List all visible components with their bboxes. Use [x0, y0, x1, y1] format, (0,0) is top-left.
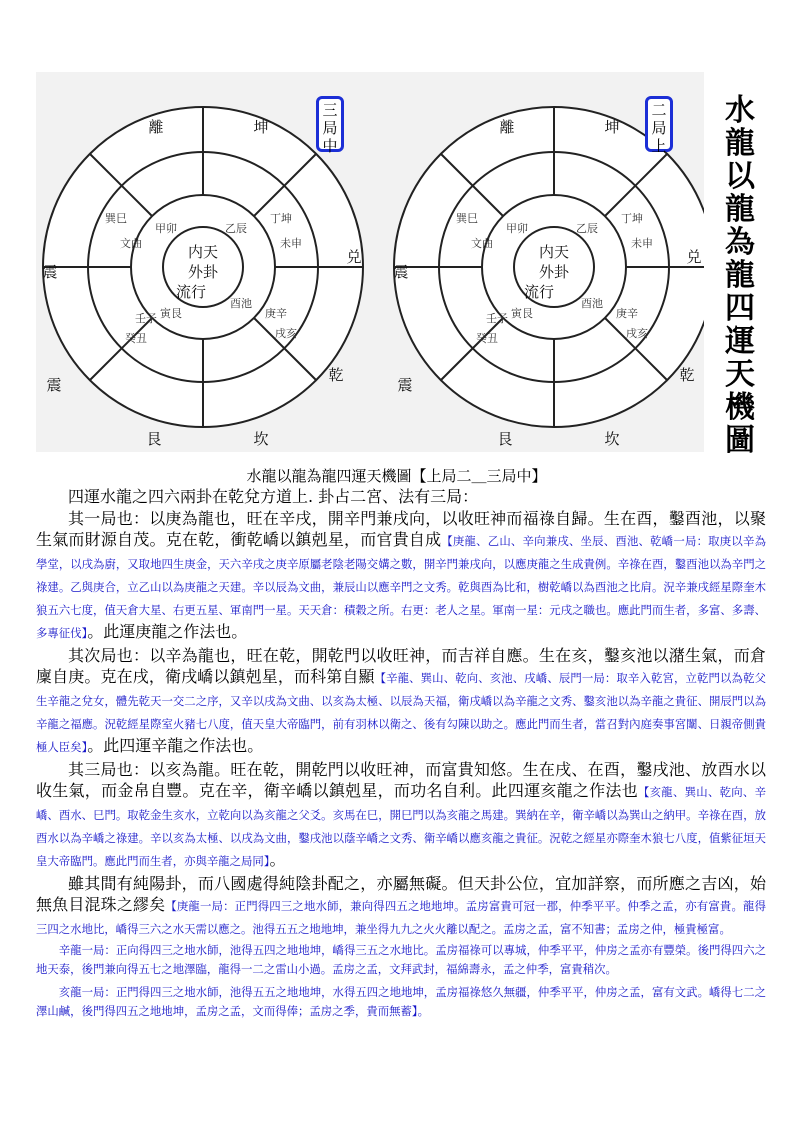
- title-char: 水: [725, 93, 755, 128]
- svg-text:離: 離: [499, 118, 515, 136]
- title-char: 以: [725, 159, 755, 194]
- svg-text:艮: 艮: [146, 430, 162, 448]
- svg-text:文曲: 文曲: [471, 237, 493, 250]
- document-body: [36, 486, 766, 1025]
- right-badge-char-3: 上: [651, 137, 667, 155]
- svg-text:巽巳: 巽巳: [456, 212, 478, 225]
- title-char: 龍: [725, 126, 755, 161]
- annotation-note: 【庚龍一局：正門得四三之地水師，兼向得四五之地地坤。孟房富貴可冠一郡，仲季平平。仲季之孟，亦有富貴。龍得三四之水地比，嶠得三六之水天需以應之。池得五五之地地坤，兼坐得九九之火火離以配之。孟房之孟，富不知書；孟房之仲，極貴極富。: [36, 899, 766, 936]
- svg-text:震: 震: [393, 263, 409, 281]
- svg-text:震: 震: [46, 376, 62, 394]
- paragraph-text-end: 。此運庚龍之作法也。: [87, 622, 248, 641]
- svg-text:甲卯: 甲卯: [506, 222, 528, 235]
- svg-text:酉池: 酉池: [581, 297, 603, 310]
- svg-text:庚辛: 庚辛: [616, 307, 638, 320]
- svg-text:丁坤: 丁坤: [621, 212, 643, 225]
- svg-text:丁坤: 丁坤: [270, 212, 292, 225]
- svg-text:乙辰: 乙辰: [225, 222, 247, 235]
- sub-note-text: 辛龍一局：正向得四三之地水師，池得五四之地地坤，嶠得三五之水地比。孟房福祿可以專城，仲季平平，仲房之孟亦有豐榮。後門得四六之地天泰，後門兼向得五七之地澤臨，龍得一二之雷山小過。孟房之孟，文拜武封，福綿壽永，孟之仲季，富貴稍次。: [36, 943, 766, 976]
- title-char: 四: [725, 291, 755, 326]
- figure-caption: 水龍以龍為龍四運天機圖【上局二＿三局中】: [246, 467, 547, 485]
- left-badge-char-3: 中: [322, 137, 338, 155]
- svg-text:壬子: 壬子: [135, 312, 157, 325]
- paragraph-first-method: [36, 508, 766, 644]
- svg-text:離: 離: [148, 118, 164, 136]
- vertical-title: [721, 94, 759, 457]
- paragraph-third-method: [36, 759, 766, 872]
- paragraph-text: 其三局也：以亥為龍。旺在乾，開乾門以收旺神，而富貴知悠。生在戌、在酉，鑿戌池、放酉水以收生氣，而金帛自豐。克在辛，衛辛嶠以鎮剋星，而功名自利。此四運亥龍之作法也: [36, 760, 766, 800]
- title-char: 天: [725, 357, 755, 392]
- svg-text:未申: 未申: [631, 237, 653, 250]
- annotation-note: 【亥龍、巽山、乾向、辛嶠、酉水、巳門。取乾金生亥水，立乾向以為亥龍之父爻。亥馬在巳，開巳門以為亥龍之馬建。巽納在辛，衛辛嶠以為巽山之納甲。辛祿在酉，放酉水以為辛嶠之祿建。辛以亥為太極、以戌為文曲，鑿戌池以蔭辛嶠之文秀、衛辛嶠以應亥龍之貴征。況乾之經星亦際奎木狼七八度，值紫征垣天皇大帝臨門。應此門而生者，亦與辛龍之局同】: [36, 785, 766, 868]
- svg-text:庚辛: 庚辛: [265, 307, 287, 320]
- svg-text:流行: 流行: [523, 283, 555, 301]
- right-compass-diagram: [369, 72, 704, 452]
- svg-text:文曲: 文曲: [120, 237, 142, 250]
- svg-text:巽巳: 巽巳: [105, 212, 127, 225]
- left-badge-char-2: 局: [322, 119, 338, 137]
- sub-note-xin-dragon: [36, 941, 766, 979]
- left-badge-char-1: 三: [322, 101, 338, 119]
- left-phase-badge: [316, 96, 344, 155]
- svg-text:震: 震: [397, 376, 413, 394]
- svg-text:寅艮: 寅艮: [511, 307, 533, 320]
- svg-text:未申: 未申: [280, 237, 302, 250]
- svg-text:内天: 内天: [538, 243, 570, 261]
- sub-note-text: 亥龍一局：正門得四三之地水師，池得五五之地地坤，水得五四之地地坤，孟房福祿悠久無疆，仲季平平，仲房之孟，富有文武。嶠得七二之澤山鹹，後門得四五之地地坤，孟房之孟，文而得俸；孟房之季，貴而無蓄】。: [36, 985, 766, 1018]
- right-phase-badge: [645, 96, 673, 155]
- svg-text:震: 震: [42, 263, 58, 281]
- svg-text:壬子: 壬子: [486, 312, 508, 325]
- svg-text:寅艮: 寅艮: [160, 307, 182, 320]
- svg-text:戌亥: 戌亥: [626, 327, 648, 340]
- svg-text:流行: 流行: [175, 283, 207, 301]
- paragraph-text: 其一局也：以庚為龍也，旺在辛戌，開辛門兼戌向，以收旺神而福祿自歸。生在酉，鑿酉池，以聚生氣而財源自茂。克在乾，衝乾嶠以鎮剋星，而官貴自成: [36, 509, 766, 549]
- title-char: 為: [725, 225, 755, 260]
- paragraph-summary: [36, 873, 766, 940]
- svg-text:兑: 兑: [346, 248, 362, 266]
- svg-text:乾: 乾: [679, 366, 695, 384]
- svg-text:坤: 坤: [253, 118, 269, 136]
- svg-text:戌亥: 戌亥: [275, 327, 297, 340]
- title-char: 圖: [725, 423, 755, 458]
- svg-text:癸丑: 癸丑: [476, 332, 498, 345]
- svg-text:坤: 坤: [604, 118, 620, 136]
- paragraph-text-end: 。此四運辛龍之作法也。: [87, 736, 264, 755]
- title-char: 機: [725, 390, 755, 425]
- paragraph-text: 其次局也：以辛為龍也，旺在乾，開乾門以收旺神，而吉祥自應。生在亥，鑿亥池以潴生氣，而倉廩自庚。克在戌，衛戌嶠以鎮剋星，而科第自顯: [36, 646, 766, 686]
- left-compass-diagram: [36, 72, 371, 452]
- annotation-note: 【辛龍、巽山、乾向、亥池、戌嶠、辰門一局：取辛入乾宮，立乾門以為乾父生辛龍之兌女，體先乾天一交二之序，又辛以戌為文曲、以亥為太極、以辰為天福，衛戌嶠以為辛龍之文秀、鑿亥池以為辛龍之貴征、開辰門以為辛龍之福應。況乾經星際室火豬七八度，值天皇大帝臨門，前有羽林以衛之、後有勾陳以助之。應此門而生者，當召對內庭奏事宮闈、日親帝側貴極人臣矣】: [36, 671, 766, 754]
- sub-note-hai-dragon: [36, 983, 766, 1021]
- title-char: 運: [725, 324, 755, 359]
- paragraph-text: 雖其間有純陽卦，而八國處得純陰卦配之，亦屬無礙。但天卦公位，宜加詳察，而所應之吉凶，始無魚目混珠之繆矣: [36, 874, 766, 914]
- svg-text:乙辰: 乙辰: [576, 222, 598, 235]
- svg-text:外卦: 外卦: [187, 263, 219, 281]
- paragraph-text-end: 。: [269, 850, 286, 869]
- svg-text:外卦: 外卦: [538, 263, 570, 281]
- svg-text:癸丑: 癸丑: [125, 332, 147, 345]
- svg-text:坎: 坎: [604, 430, 620, 448]
- svg-text:乾: 乾: [328, 366, 344, 384]
- right-badge-char-1: 二: [651, 101, 667, 119]
- diagram-figure: [36, 72, 756, 458]
- svg-text:坎: 坎: [253, 430, 269, 448]
- svg-text:甲卯: 甲卯: [155, 222, 177, 235]
- title-char: 龍: [725, 258, 755, 293]
- annotation-note: 【庚龍、乙山、辛向兼戌、坐辰、酉池、乾嶠一局：取庚以辛為學堂，以戌為廚，又取地四生庚金，天六辛戌之庚辛原屬老陰老陽交媾之數，開辛門兼戌向，以應庚龍之生成貴例。辛祿在酉，鑿酉池以為辛門之祿建。乙與庚合，立乙山以為庚龍之天建。辛以辰為文曲，兼辰山以應辛門之文秀。乾與酉為比和，樹乾嶠以為酉池之比肩。況辛兼戌經星際奎木狼五六七度，值天倉大星、右更五星、軍南門一星。天天倉：積穀之所。右更：老人之星。軍南一星：元戌之職也。應此門而生者，多富、多壽、多專征伐】: [36, 534, 766, 640]
- svg-text:酉池: 酉池: [230, 297, 252, 310]
- svg-text:兑: 兑: [686, 248, 702, 266]
- paragraph-second-method: [36, 645, 766, 758]
- svg-text:内天: 内天: [187, 243, 219, 261]
- right-badge-char-2: 局: [651, 119, 667, 137]
- intro-paragraph: 四運水龍之四六兩卦在乾兌方道上. 卦占二宮、法有三局：: [68, 487, 479, 506]
- svg-text:艮: 艮: [497, 430, 513, 448]
- title-char: 龍: [725, 192, 755, 227]
